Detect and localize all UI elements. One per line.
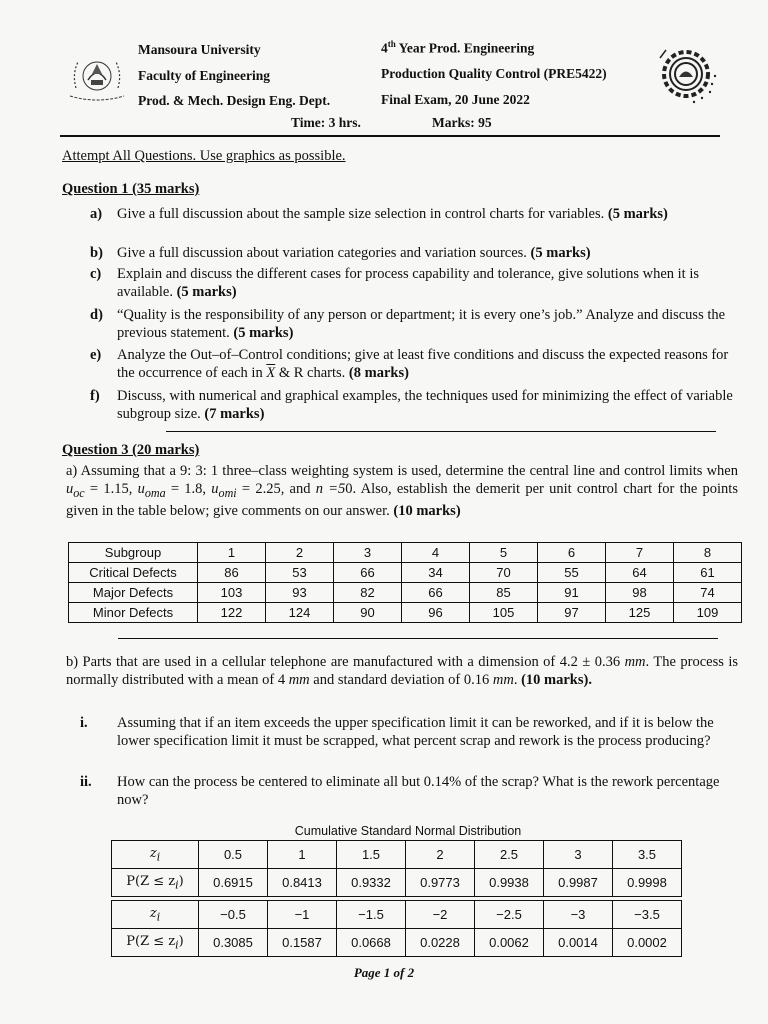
- z-value-cell: −3: [544, 901, 613, 929]
- table-cell: 8: [674, 543, 742, 563]
- department-name: Prod. & Mech. Design Eng. Dept.: [138, 93, 331, 108]
- z-value-cell: −2.5: [475, 901, 544, 929]
- q3a-divider: [118, 638, 718, 639]
- exam-time: Time: 3 hrs.: [291, 115, 361, 130]
- table-cell: 109: [674, 603, 742, 623]
- z-value-cell: 2.5: [475, 841, 544, 869]
- table-cell: 124: [266, 603, 334, 623]
- university-name: Mansoura University: [138, 42, 261, 57]
- question-3-title: Question 3 (20 marks): [62, 442, 200, 458]
- p-row-header: $P(Z \le z_i)$: [112, 869, 199, 897]
- z-value-cell: −2: [406, 901, 475, 929]
- z-value-cell: 3: [544, 841, 613, 869]
- q1-item-e: e) Analyze the Out–of–Control conditions; give at least five conditions and discuss the expected reasons for the occurrence of each in $\overline{X}$ & R charts. (8 marks): [90, 347, 729, 381]
- table-cell: 3: [334, 543, 402, 563]
- table-cell: 97: [538, 603, 606, 623]
- table-cell: 96: [402, 603, 470, 623]
- z-value-cell: 1.5: [337, 841, 406, 869]
- table-cell: 66: [402, 583, 470, 603]
- probability-cell: 0.3085: [199, 929, 268, 957]
- table-cell: 105: [470, 603, 538, 623]
- exam-marks: Marks: 95: [432, 115, 492, 130]
- z-row-header: $z_i$: [112, 841, 199, 869]
- q3b-sub-ii: ii. How can the process be centered to eliminate all but 0.14% of the scrap? What is the rework percentage now?: [80, 774, 720, 808]
- table-cell: 93: [266, 583, 334, 603]
- p-row: [112, 869, 682, 897]
- z-value-cell: −3.5: [613, 901, 682, 929]
- z-table-positive: [111, 840, 682, 897]
- q1-item-f: f) Discuss, with numerical and graphical examples, the techniques used for minimizing the effect of variable subgroup size. (7 marks): [90, 388, 733, 422]
- probability-cell: 0.0014: [544, 929, 613, 957]
- q1-item-c: c) Explain and discuss the different cases for process capability and tolerance, give solutions when it is available. (5 marks): [90, 266, 699, 300]
- table-cell: 74: [674, 583, 742, 603]
- table-row: [69, 563, 742, 583]
- probability-cell: 0.1587: [268, 929, 337, 957]
- table-cell: 53: [266, 563, 334, 583]
- probability-cell: 0.9332: [337, 869, 406, 897]
- table-cell: 98: [606, 583, 674, 603]
- page-footer: Page 1 of 2: [353, 965, 415, 980]
- course-name: Production Quality Control (PRE5422): [381, 66, 607, 81]
- z-value-cell: 2: [406, 841, 475, 869]
- table-cell: 125: [606, 603, 674, 623]
- z-table-negative: [111, 900, 682, 957]
- z-value-cell: 0.5: [199, 841, 268, 869]
- row-header: Major Defects: [69, 583, 198, 603]
- year-program: 4th Year Prod. Engineering: [381, 39, 535, 56]
- probability-cell: 0.9987: [544, 869, 613, 897]
- row-header: Critical Defects: [69, 563, 198, 583]
- row-header: Minor Defects: [69, 603, 198, 623]
- z-row: [112, 901, 682, 929]
- probability-cell: 0.0668: [337, 929, 406, 957]
- z-row-header: $z_i$: [112, 901, 199, 929]
- table-cell: 85: [470, 583, 538, 603]
- table-cell: 61: [674, 563, 742, 583]
- table-cell: 6: [538, 543, 606, 563]
- table-cell: 55: [538, 563, 606, 583]
- z-value-cell: −1.5: [337, 901, 406, 929]
- z-value-cell: 3.5: [613, 841, 682, 869]
- table-row: [69, 583, 742, 603]
- probability-cell: 0.9998: [613, 869, 682, 897]
- q1-item-d: d) “Quality is the responsibility of any person or department; it is every one’s job.” Analyze and discuss the previous statement. (5 marks): [90, 307, 726, 341]
- probability-cell: 0.8413: [268, 869, 337, 897]
- university-seal-icon: [62, 44, 132, 110]
- q1-item-a: a) Give a full discussion about the sample size selection in control charts for variables. (5 marks): [90, 206, 668, 222]
- z-value-cell: 1: [268, 841, 337, 869]
- z-value-cell: −1: [268, 901, 337, 929]
- department-gear-icon: [652, 40, 724, 108]
- table-cell: 7: [606, 543, 674, 563]
- question-1-title: Question 1 (35 marks): [62, 181, 200, 197]
- exam-date: Final Exam, 20 June 2022: [381, 92, 530, 107]
- q3b-sub-i: i. Assuming that if an item exceeds the upper specification limit it can be reworked, and if it is below the lower specification limit it must be scrapped, what percent scrap and rework is the process producing?: [80, 715, 714, 749]
- table-row: [69, 603, 742, 623]
- probability-cell: 0.6915: [199, 869, 268, 897]
- probability-cell: 0.9938: [475, 869, 544, 897]
- table-cell: 34: [402, 563, 470, 583]
- z-row: [112, 841, 682, 869]
- table-cell: 86: [198, 563, 266, 583]
- q3-part-a: a) Assuming that a 9: 3: 1 three–class weighting system is used, determine the central line and control limits when $u_{oc} = 1.15$, $u_{oma} = 1.8$, $u_{omi} = 2.25$, and n =50. Also, establish the demerit per unit control chart for the points given in the table below; give comments on our answer. (10 marks): [66, 463, 738, 519]
- table-cell: 2: [266, 543, 334, 563]
- table-cell: 103: [198, 583, 266, 603]
- probability-cell: 0.0228: [406, 929, 475, 957]
- row-header: Subgroup: [69, 543, 198, 563]
- table-cell: 64: [606, 563, 674, 583]
- table-cell: 1: [198, 543, 266, 563]
- table-cell: 5: [470, 543, 538, 563]
- p-row-header: $P(Z \le z_i)$: [112, 929, 199, 957]
- q1-divider: [166, 431, 716, 432]
- table-cell: 91: [538, 583, 606, 603]
- p-row: [112, 929, 682, 957]
- header-divider: [60, 135, 720, 137]
- table-cell: 82: [334, 583, 402, 603]
- table-cell: 66: [334, 563, 402, 583]
- faculty-name: Faculty of Engineering: [138, 68, 270, 83]
- probability-cell: 0.0062: [475, 929, 544, 957]
- exam-instruction: Attempt All Questions. Use graphics as possible.: [62, 148, 346, 164]
- probability-cell: 0.9773: [406, 869, 475, 897]
- q3-part-b: b) Parts that are used in a cellular telephone are manufactured with a dimension of 4.2 ± 0.36 mm. The process is normally distributed with a mean of 4 mm and standard deviation of 0.16 mm. (10 marks).: [66, 654, 738, 688]
- z-value-cell: −0.5: [199, 901, 268, 929]
- q1-item-b: b) Give a full discussion about variation categories and variation sources. (5 marks): [90, 245, 591, 261]
- table-cell: 122: [198, 603, 266, 623]
- z-table-caption: Cumulative Standard Normal Distribution: [294, 824, 522, 838]
- table-cell: 90: [334, 603, 402, 623]
- table-cell: 70: [470, 563, 538, 583]
- table-row: [69, 543, 742, 563]
- probability-cell: 0.0002: [613, 929, 682, 957]
- table-cell: 4: [402, 543, 470, 563]
- defects-table: [68, 542, 742, 623]
